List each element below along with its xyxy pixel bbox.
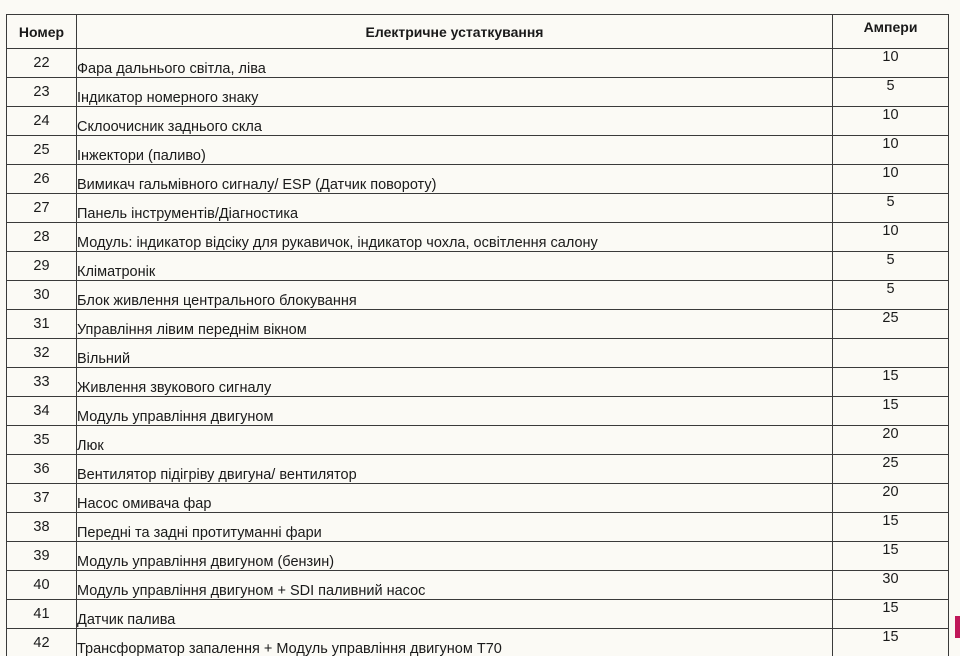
equipment-cell: Модуль управління двигуном + SDI паливний насос (77, 571, 833, 600)
fuse-number-cell: 25 (7, 136, 77, 165)
equipment-cell: Блок живлення центрального блокування (77, 281, 833, 310)
header-row (7, 15, 949, 49)
fuse-number-cell: 37 (7, 484, 77, 513)
fuse-number-cell: 42 (7, 629, 77, 656)
amperes-cell: 15 (833, 368, 949, 397)
equipment-cell: Живлення звукового сигналу (77, 368, 833, 397)
fuse-number-cell: 29 (7, 252, 77, 281)
table-row (7, 194, 949, 223)
fuse-number-cell: 27 (7, 194, 77, 223)
table-row (7, 136, 949, 165)
amperes-cell (833, 339, 949, 368)
amperes-cell: 20 (833, 426, 949, 455)
equipment-cell: Вентилятор підігріву двигуна/ вентилятор (77, 455, 833, 484)
fuse-number-cell: 28 (7, 223, 77, 252)
table-row (7, 571, 949, 600)
equipment-cell: Насос омивача фар (77, 484, 833, 513)
amperes-cell: 5 (833, 194, 949, 223)
table-body (7, 49, 949, 656)
fuse-number-cell: 38 (7, 513, 77, 542)
equipment-cell: Індикатор номерного знаку (77, 78, 833, 107)
fuse-number-cell: 23 (7, 78, 77, 107)
fuse-number-cell: 24 (7, 107, 77, 136)
fuse-number-cell: 35 (7, 426, 77, 455)
equipment-cell: Модуль управління двигуном (77, 397, 833, 426)
table-row (7, 107, 949, 136)
equipment-cell: Інжектори (паливо) (77, 136, 833, 165)
equipment-cell: Модуль управління двигуном (бензин) (77, 542, 833, 571)
equipment-cell: Датчик палива (77, 600, 833, 629)
equipment-cell: Фара дальнього світла, ліва (77, 49, 833, 78)
table-row (7, 252, 949, 281)
table-row (7, 600, 949, 629)
header-amperes: Ампери (833, 15, 949, 49)
table-row (7, 223, 949, 252)
fuse-number-cell: 36 (7, 455, 77, 484)
table-row (7, 165, 949, 194)
amperes-cell: 10 (833, 107, 949, 136)
equipment-cell: Склоочисник заднього скла (77, 107, 833, 136)
table-row (7, 629, 949, 656)
amperes-cell: 15 (833, 513, 949, 542)
header-number: Номер (7, 15, 77, 49)
fuse-number-cell: 41 (7, 600, 77, 629)
fuse-number-cell: 40 (7, 571, 77, 600)
amperes-cell: 15 (833, 397, 949, 426)
equipment-cell: Управління лівим переднім вікном (77, 310, 833, 339)
amperes-cell: 25 (833, 310, 949, 339)
table-row (7, 339, 949, 368)
fuse-number-cell: 34 (7, 397, 77, 426)
amperes-cell: 10 (833, 165, 949, 194)
amperes-cell: 5 (833, 78, 949, 107)
fuse-number-cell: 26 (7, 165, 77, 194)
amperes-cell: 10 (833, 223, 949, 252)
fuse-number-cell: 33 (7, 368, 77, 397)
equipment-cell: Панель інструментів/Діагностика (77, 194, 833, 223)
header-equipment: Електричне устаткування (77, 15, 833, 49)
amperes-cell: 10 (833, 49, 949, 78)
table-row (7, 310, 949, 339)
equipment-cell: Кліматронік (77, 252, 833, 281)
equipment-cell: Люк (77, 426, 833, 455)
table-row (7, 49, 949, 78)
equipment-cell: Вимикач гальмівного сигналу/ ESP (Датчик повороту) (77, 165, 833, 194)
fuse-number-cell: 32 (7, 339, 77, 368)
fuse-table (6, 14, 949, 656)
page-edge-mark (955, 616, 960, 638)
amperes-cell: 25 (833, 455, 949, 484)
amperes-cell: 15 (833, 629, 949, 656)
table-row (7, 542, 949, 571)
table-row (7, 281, 949, 310)
table-row (7, 397, 949, 426)
table-row (7, 426, 949, 455)
table-row (7, 455, 949, 484)
amperes-cell: 15 (833, 542, 949, 571)
fuse-number-cell: 30 (7, 281, 77, 310)
amperes-cell: 30 (833, 571, 949, 600)
table-header (7, 15, 949, 49)
equipment-cell: Модуль: індикатор відсіку для рукавичок, індикатор чохла, освітлення салону (77, 223, 833, 252)
amperes-cell: 5 (833, 281, 949, 310)
equipment-cell: Вільний (77, 339, 833, 368)
fuse-number-cell: 22 (7, 49, 77, 78)
table-row (7, 368, 949, 397)
amperes-cell: 15 (833, 600, 949, 629)
amperes-cell: 5 (833, 252, 949, 281)
fuse-number-cell: 31 (7, 310, 77, 339)
amperes-cell: 10 (833, 136, 949, 165)
table-row (7, 484, 949, 513)
amperes-cell: 20 (833, 484, 949, 513)
table-row (7, 78, 949, 107)
equipment-cell: Трансформатор запалення + Модуль управління двигуном T70 (77, 629, 833, 656)
table-row (7, 513, 949, 542)
equipment-cell: Передні та задні протитуманні фари (77, 513, 833, 542)
fuse-number-cell: 39 (7, 542, 77, 571)
